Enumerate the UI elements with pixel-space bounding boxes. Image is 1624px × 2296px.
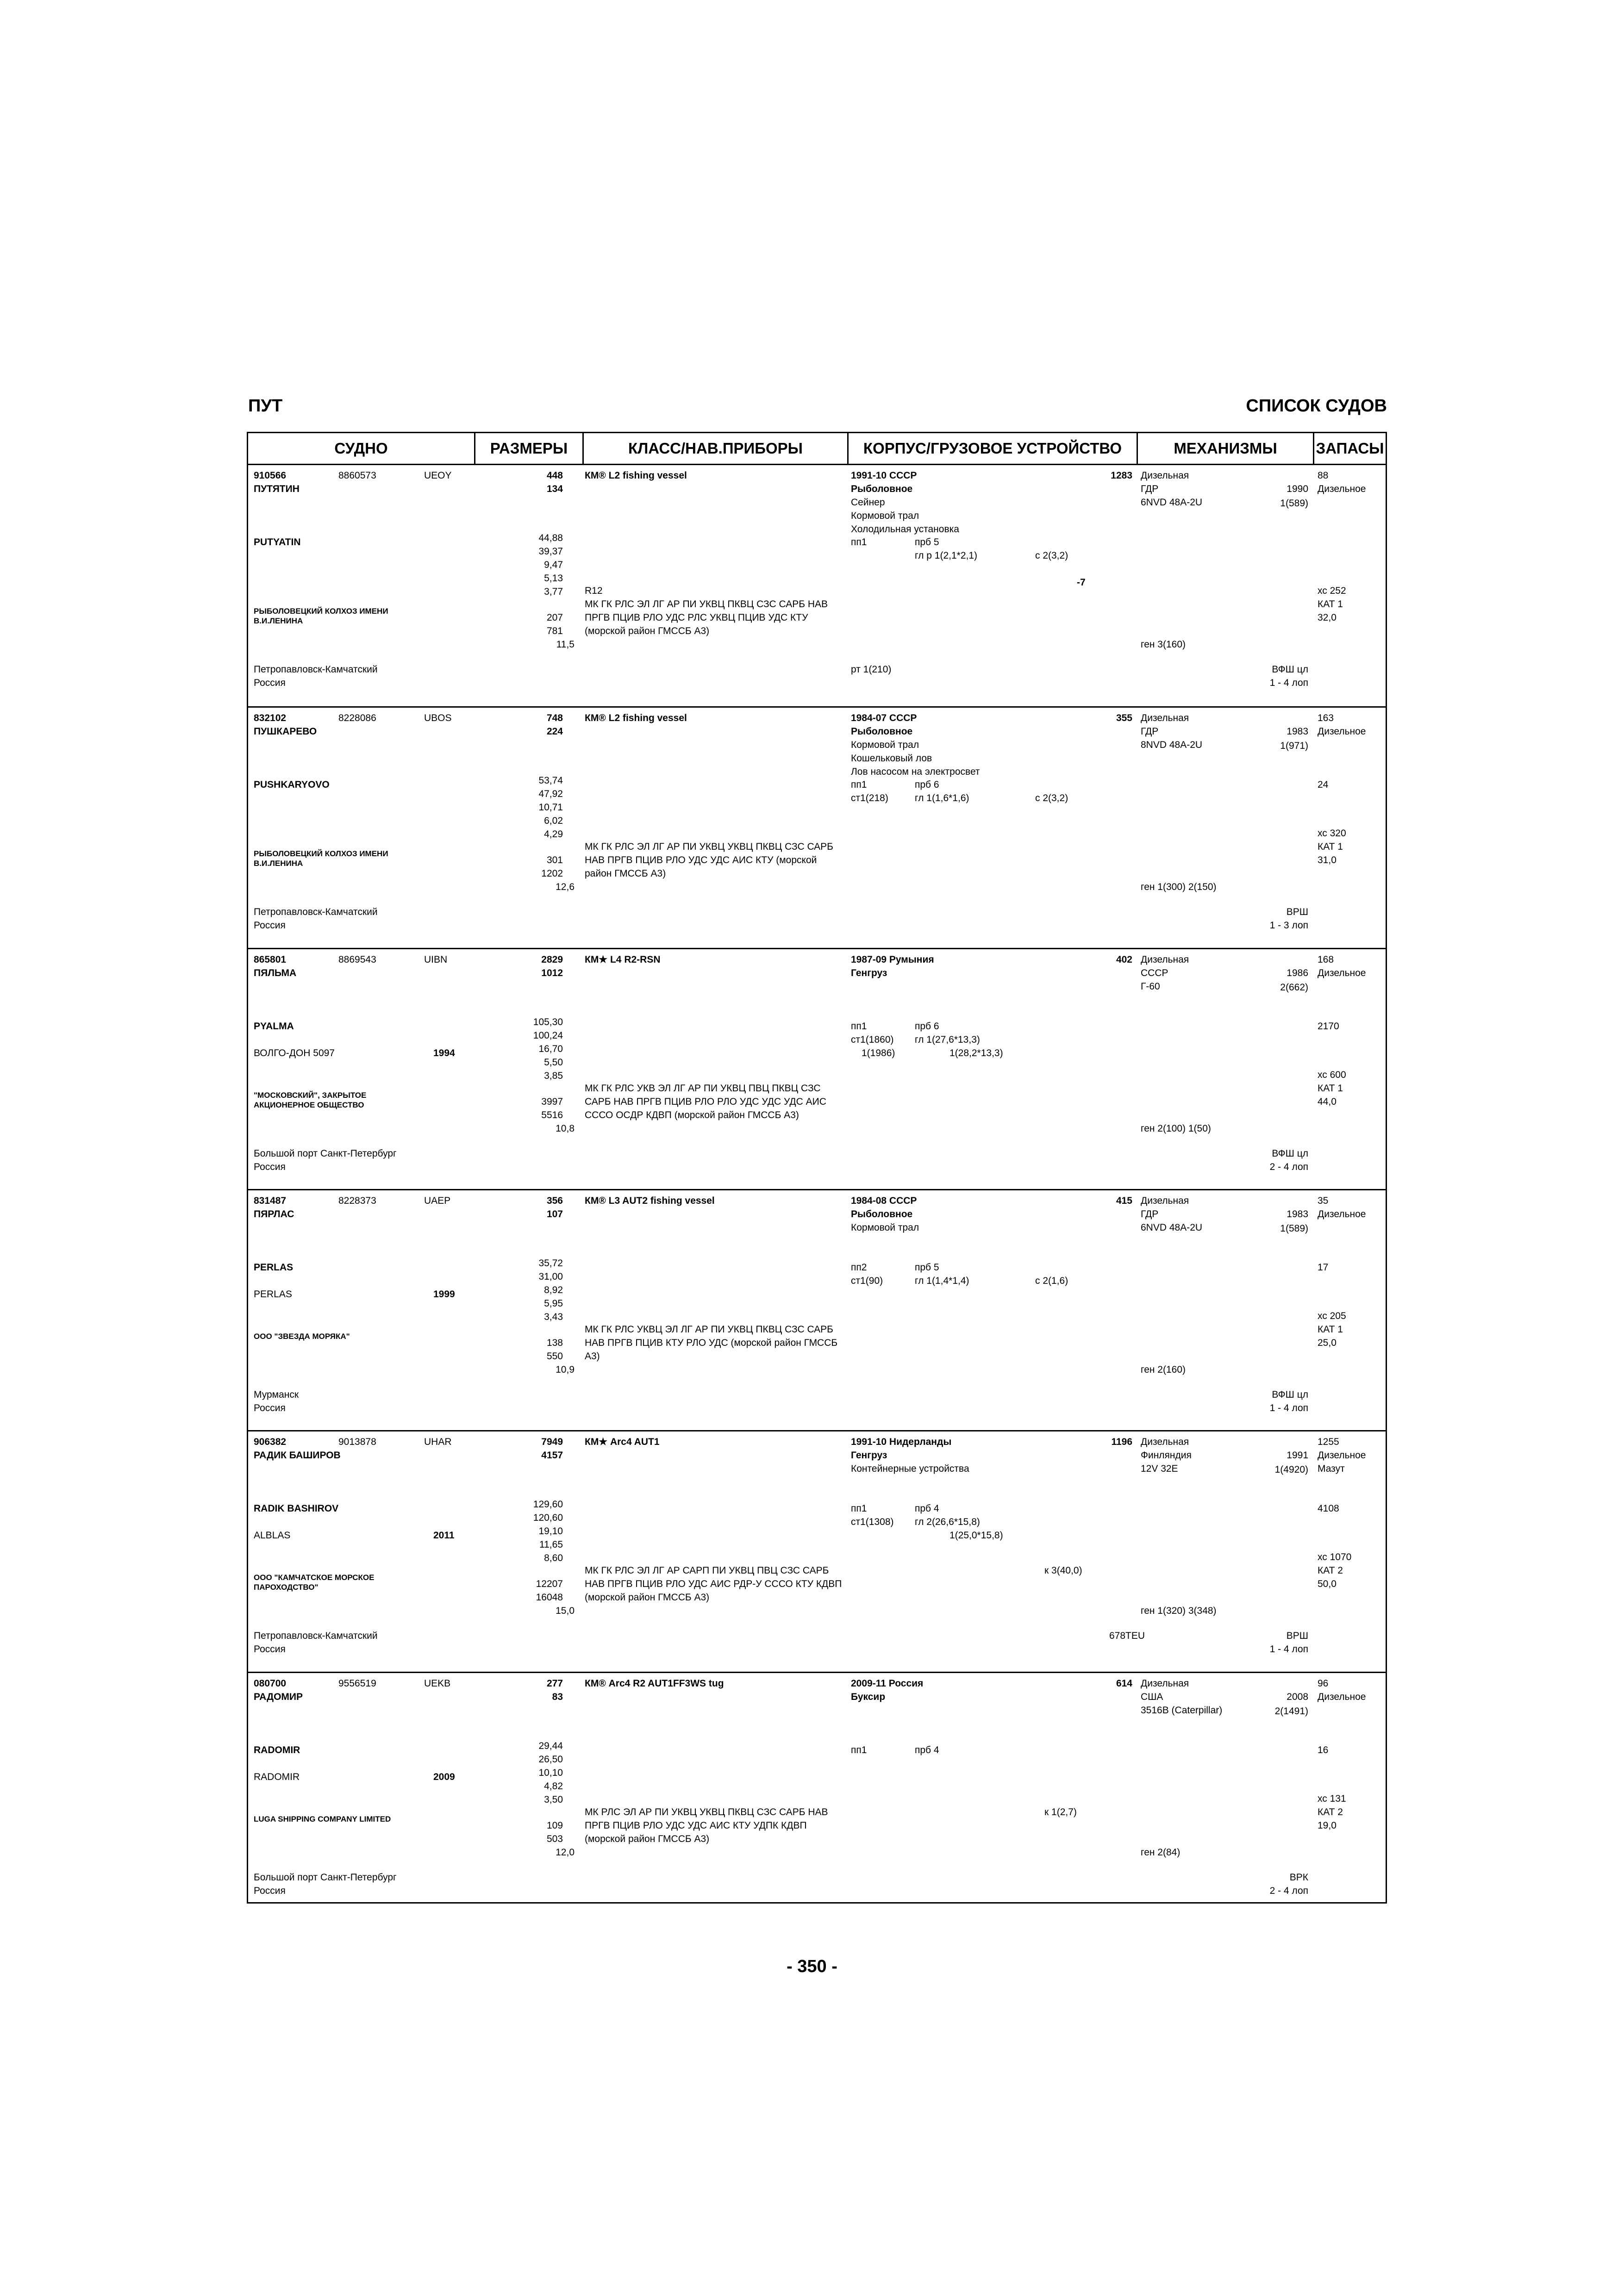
vessel-name-latin: RADOMIR — [254, 1745, 300, 1755]
build-number: 402 — [1116, 954, 1132, 965]
displacement: 550 — [546, 1351, 563, 1362]
water-supply: 4108 — [1318, 1503, 1339, 1514]
home-port: Петропавловск-Камчатский — [254, 1630, 378, 1641]
bulkheads: прб 4 — [915, 1745, 939, 1755]
speed-knots: 12,0 — [556, 1847, 575, 1858]
col-header-vessel: СУДНО — [334, 440, 388, 457]
engine-model: Г-60 — [1141, 981, 1160, 992]
engine-country: ГДР — [1141, 1209, 1159, 1220]
propeller-blades: 2 - 4 лоп — [1269, 1162, 1308, 1172]
engine-country: СССР — [1141, 968, 1168, 978]
speed-knots: 10,8 — [556, 1123, 575, 1134]
engine-country: США — [1141, 1692, 1163, 1702]
generators: ген 2(100) 1(50) — [1141, 1123, 1211, 1134]
holds-2: 1(1986) — [862, 1048, 895, 1058]
owner: "МОСКОВСКИЙ", ЗАКРЫТОЕ АКЦИОНЕРНОЕ ОБЩЕСТВО — [254, 1091, 367, 1109]
propeller-blades: 1 - 4 лоп — [1269, 678, 1308, 688]
propeller: ВФШ цл — [1272, 664, 1308, 675]
bulkheads: прб 6 — [915, 1021, 939, 1032]
vessel-record — [248, 1430, 1386, 1673]
propeller-blades: 1 - 4 лоп — [1269, 1644, 1308, 1655]
imo-number: 9013878 — [338, 1437, 376, 1447]
home-port: Большой порт Санкт-Петербург — [254, 1148, 397, 1159]
call-sign: UBOS — [424, 713, 452, 723]
vessel-name: ПУШКАРЕВО — [254, 726, 317, 737]
propeller-blades: 1 - 3 лоп — [1269, 920, 1308, 931]
build-number: 415 — [1116, 1195, 1132, 1206]
home-port: Большой порт Санкт-Петербург — [254, 1872, 397, 1883]
build-number: 355 — [1116, 713, 1132, 723]
hatches: гл 1(27,6*13,3) — [915, 1034, 980, 1045]
engine-year: 1991 — [1287, 1450, 1308, 1461]
dimension-value: 129,60 — [533, 1499, 563, 1510]
fuel-type: Дизельное — [1318, 1692, 1366, 1702]
dimension-value: 5,50 — [544, 1057, 563, 1068]
holds: ст1(1308) — [851, 1517, 894, 1527]
dimension-value: 35,72 — [538, 1258, 563, 1269]
decks: пп1 — [851, 779, 867, 790]
dimension-value: 105,30 — [533, 1017, 563, 1027]
holds: ст1(1860) — [851, 1034, 894, 1045]
former-name-year: 2009 — [433, 1772, 455, 1782]
fuel-amount: 163 — [1318, 713, 1334, 723]
engine-power: 2(662) — [1280, 982, 1308, 993]
hatches-2: 1(28,2*13,3) — [949, 1048, 1003, 1058]
autonomy: хс 205 — [1318, 1311, 1346, 1321]
home-port: Мурманск — [254, 1389, 299, 1400]
cranes: с 2(3,2) — [1035, 793, 1068, 803]
gross-tonnage: 748 — [546, 713, 563, 723]
former-name: ALBLAS — [254, 1530, 291, 1541]
former-name-year: 2011 — [433, 1530, 455, 1541]
dimension-value: 29,44 — [538, 1741, 563, 1751]
build-info: 1991-10 СССР — [851, 470, 917, 481]
displacement: 5516 — [541, 1110, 563, 1120]
col-header-class: КЛАСС/НАВ.ПРИБОРЫ — [628, 440, 803, 457]
vessel-type: Рыболовное — [851, 1209, 913, 1220]
speed-knots: 12,6 — [556, 882, 575, 892]
build-number: 1283 — [1111, 470, 1132, 481]
hull-feature: Кормовой трал — [851, 510, 919, 521]
build-number: 1196 — [1111, 1437, 1132, 1447]
engine-year: 1983 — [1287, 1209, 1308, 1220]
category: КАТ 1 — [1318, 599, 1343, 610]
engine-power: 1(4920) — [1274, 1464, 1308, 1475]
hull-feature: Лов насосом на электросвет — [851, 766, 980, 777]
engine-model: 3516B (Caterpillar) — [1141, 1705, 1223, 1716]
engine-year: 1983 — [1287, 726, 1308, 737]
col-header-machinery: МЕХАНИЗМЫ — [1174, 440, 1277, 457]
engine-country: Финляндия — [1141, 1450, 1192, 1461]
call-sign: UHAR — [424, 1437, 452, 1447]
water-supply: 24 — [1318, 779, 1329, 790]
dimension-value: 47,92 — [538, 789, 563, 799]
hull-note: -7 — [1077, 577, 1086, 588]
vessel-name: ПУТЯТИН — [254, 484, 300, 494]
decks: пп1 — [851, 1503, 867, 1514]
imo-number: 8869543 — [338, 954, 376, 965]
home-port: Петропавловск-Камчатский — [254, 664, 378, 675]
owner: ООО "ЗВЕЗДА МОРЯКА" — [254, 1332, 350, 1341]
call-sign: UIBN — [424, 954, 448, 965]
call-sign: UAEP — [424, 1195, 451, 1206]
dimension-value: 3,43 — [544, 1312, 563, 1322]
dimension-value: 26,50 — [538, 1754, 563, 1765]
decks: пп2 — [851, 1262, 867, 1273]
dimension-value: 44,88 — [538, 533, 563, 543]
category: КАТ 2 — [1318, 1807, 1343, 1817]
water-supply: 16 — [1318, 1745, 1329, 1755]
decks: пп1 — [851, 1021, 867, 1032]
engine-country: ГДР — [1141, 726, 1159, 737]
imo-number: 8860573 — [338, 470, 376, 481]
gross-tonnage: 356 — [546, 1195, 563, 1206]
dimension-value: 9,47 — [544, 560, 563, 570]
vessel-type: Рыболовное — [851, 484, 913, 494]
former-name: RADOMIR — [254, 1772, 300, 1782]
engine-type: Дизельная — [1141, 1437, 1189, 1447]
cargo-gear: к 1(2,7) — [1044, 1807, 1077, 1817]
propeller-blades: 2 - 4 лоп — [1269, 1885, 1308, 1896]
gross-tonnage: 7949 — [541, 1437, 563, 1447]
decks: пп1 — [851, 537, 867, 548]
engine-type: Дизельная — [1141, 1678, 1189, 1689]
reg-number: 906382 — [254, 1437, 287, 1447]
engine-year: 1990 — [1287, 484, 1308, 494]
bulkheads: прб 4 — [915, 1503, 939, 1514]
deadweight: 12207 — [536, 1579, 563, 1589]
vessel-record — [248, 1189, 1386, 1431]
engine-type: Дизельная — [1141, 713, 1189, 723]
vessel-name: ПЯРЛАС — [254, 1209, 294, 1220]
net-tonnage: 4157 — [541, 1450, 563, 1461]
vessel-record — [248, 706, 1386, 949]
header-right: СПИСОК СУДОВ — [1246, 396, 1387, 416]
dimension-value: 4,82 — [544, 1781, 563, 1792]
former-name: ВОЛГО-ДОН 5097 — [254, 1048, 335, 1058]
bulkheads: прб 5 — [915, 1262, 939, 1273]
hull-feature: Сейнер — [851, 497, 885, 508]
fuel-type-2: Мазут — [1318, 1463, 1345, 1474]
net-tonnage: 1012 — [541, 968, 563, 978]
displacement: 503 — [546, 1834, 563, 1844]
engine-power: 1(971) — [1280, 740, 1308, 751]
reg-number: 910566 — [254, 470, 287, 481]
column-headers — [248, 433, 1386, 465]
reg-number: 865801 — [254, 954, 287, 965]
class-notation: КМ® L2 fishing vessel — [585, 470, 687, 481]
imo-number: 8228373 — [338, 1195, 376, 1206]
owner: ООО "КАМЧАТСКОЕ МОРСКОЕ ПАРОХОДСТВО" — [254, 1573, 375, 1592]
generators: ген 1(300) 2(150) — [1141, 882, 1217, 892]
home-port: Петропавловск-Камчатский — [254, 907, 378, 917]
dimension-value: 19,10 — [538, 1526, 563, 1537]
engine-model: 12V 32E — [1141, 1463, 1178, 1474]
gear-row: рт 1(210) — [851, 664, 892, 675]
hatches-2: 1(25,0*15,8) — [949, 1530, 1003, 1541]
hull-feature: Кошельковый лов — [851, 753, 932, 764]
propeller: ВРШ — [1286, 1630, 1308, 1641]
bulkheads: прб 6 — [915, 779, 939, 790]
imo-number: 8228086 — [338, 713, 376, 723]
build-info: 1984-08 СССР — [851, 1195, 917, 1206]
cranes: с 2(3,2) — [1035, 550, 1068, 561]
build-info: 2009-11 Россия — [851, 1678, 924, 1689]
dimension-value: 3,85 — [544, 1070, 563, 1081]
speed-knots: 11,5 — [556, 639, 575, 650]
flag-country: Россия — [254, 678, 286, 688]
water-supply: 17 — [1318, 1262, 1329, 1273]
nav-equipment: МК ГК РЛС УКВЦ ЭЛ ЛГ АР ПИ УКВЦ ПКВЦ СЗС САРБ НАВ ПРГВ ПЦИВ КТУ РЛО УДС (морской район ГМССБ А3) — [585, 1324, 838, 1362]
col-header-hull: КОРПУС/ГРУЗОВОЕ УСТРОЙСТВО — [863, 440, 1122, 457]
vessel-name: РАДОМИР — [254, 1692, 303, 1702]
deadweight: 301 — [546, 855, 563, 865]
dimension-value: 10,10 — [538, 1767, 563, 1778]
vessel-type: Рыболовное — [851, 726, 913, 737]
former-name-year: 1994 — [433, 1048, 455, 1058]
holds: ст1(218) — [851, 793, 888, 803]
dimension-value: 10,71 — [538, 802, 563, 813]
gross-tonnage: 448 — [546, 470, 563, 481]
fuel-type: Дизельное — [1318, 726, 1366, 737]
vessel-record — [248, 1672, 1386, 1914]
reg-number: 080700 — [254, 1678, 287, 1689]
water-supply: 2170 — [1318, 1021, 1339, 1032]
header-left: ПУТ — [248, 396, 283, 416]
vessel-name-latin: PUSHKARYOVO — [254, 779, 330, 790]
vessel-type: Генгруз — [851, 1450, 887, 1461]
hatches: гл р 1(2,1*2,1) — [915, 550, 978, 561]
former-name: PERLAS — [254, 1289, 292, 1300]
col-header-dimensions: РАЗМЕРЫ — [490, 440, 568, 457]
build-number: 614 — [1116, 1678, 1132, 1689]
supply-value: 31,0 — [1318, 855, 1337, 865]
vessel-name-latin: RADIK BASHIROV — [254, 1503, 339, 1514]
engine-model: 6NVD 48A-2U — [1141, 1222, 1203, 1233]
bulkheads: прб 5 — [915, 537, 939, 548]
hull-feature: Холодильная установка — [851, 524, 959, 535]
nav-equipment: МК РЛС ЭЛ АР ПИ УКВЦ УКВЦ ПКВЦ СЗС САРБ НАВ ПРГВ ПЦИВ РЛО УДС УДС АИС КТУ УДПК КДВП (морской район ГМССБ А3) — [585, 1807, 828, 1844]
vessel-name-latin: PERLAS — [254, 1262, 294, 1273]
engine-power: 1(589) — [1280, 1223, 1308, 1234]
fuel-type: Дизельное — [1318, 1450, 1366, 1461]
net-tonnage: 134 — [546, 484, 563, 494]
fuel-type: Дизельное — [1318, 1209, 1366, 1220]
supply-value: 32,0 — [1318, 612, 1337, 623]
category: КАТ 1 — [1318, 841, 1343, 852]
flag-country: Россия — [254, 1885, 286, 1896]
nav-equipment: МК ГК РЛС УКВ ЭЛ ЛГ АР ПИ УКВЦ ПВЦ ПКВЦ СЗС САРБ НАВ ПРГВ ПЦИВ РЛО РЛО УДС УДС УДС АИС СССО ОСДР КДВП (морской район ГМССБ А3) — [585, 1083, 826, 1120]
net-tonnage: 224 — [546, 726, 563, 737]
vessel-name: ПЯЛЬМА — [254, 968, 297, 978]
fuel-type: Дизельное — [1318, 484, 1366, 494]
dimension-value: 120,60 — [533, 1512, 563, 1523]
build-info: 1991-10 Нидерланды — [851, 1437, 952, 1447]
dimension-value: 5,95 — [544, 1298, 563, 1309]
engine-type: Дизельная — [1141, 954, 1189, 965]
vessel-record — [248, 948, 1386, 1190]
fuel-amount: 88 — [1318, 470, 1329, 481]
dimension-value: 100,24 — [533, 1030, 563, 1041]
displacement: 781 — [546, 626, 563, 636]
build-info: 1984-07 СССР — [851, 713, 917, 723]
speed-knots: 10,9 — [556, 1364, 575, 1375]
flag-country: Россия — [254, 1403, 286, 1413]
propeller: ВРШ — [1286, 907, 1308, 917]
net-tonnage: 83 — [552, 1692, 563, 1702]
category: КАТ 2 — [1318, 1565, 1343, 1576]
call-sign: UEKB — [424, 1678, 451, 1689]
fuel-amount: 168 — [1318, 954, 1334, 965]
autonomy: хс 1070 — [1318, 1552, 1352, 1562]
autonomy: хс 252 — [1318, 585, 1346, 596]
owner: LUGA SHIPPING COMPANY LIMITED — [254, 1815, 391, 1823]
build-info: 1987-09 Румыния — [851, 954, 934, 965]
engine-power: 1(589) — [1280, 498, 1308, 509]
owner: РЫБОЛОВЕЦКИЙ КОЛХОЗ ИМЕНИ В.И.ЛЕНИНА — [254, 849, 388, 868]
fuel-type: Дизельное — [1318, 968, 1366, 978]
dimension-value: 16,70 — [538, 1044, 563, 1054]
autonomy: хс 131 — [1318, 1793, 1346, 1804]
category: КАТ 1 — [1318, 1324, 1343, 1335]
class-notation: КМ® L2 fishing vessel — [585, 713, 687, 723]
hatches: гл 1(1,4*1,4) — [915, 1276, 969, 1286]
speed-knots: 15,0 — [556, 1605, 575, 1616]
propeller-blades: 1 - 4 лоп — [1269, 1403, 1308, 1413]
propeller: ВФШ цл — [1272, 1389, 1308, 1400]
supply-value: 50,0 — [1318, 1579, 1337, 1589]
engine-model: 8NVD 48A-2U — [1141, 740, 1203, 750]
fuel-amount: 1255 — [1318, 1437, 1339, 1447]
cranes: с 2(1,6) — [1035, 1276, 1068, 1286]
col-header-supplies: ЗАПАСЫ — [1316, 440, 1384, 457]
cargo-gear: к 3(40,0) — [1044, 1565, 1082, 1576]
supply-value: 19,0 — [1318, 1820, 1337, 1831]
vessel-type: Генгруз — [851, 968, 887, 978]
nav-equipment: МК ГК РЛС ЭЛ ЛГ АР ПИ УКВЦ ПКВЦ СЗС САРБ НАВ ПРГВ ПЦИВ РЛО УДС РЛС УКВЦ ПЦИВ УДС КТУ (морской район ГМССБ А3) — [585, 599, 828, 636]
flag-country: Россия — [254, 1644, 286, 1655]
hull-feature: Кормовой трал — [851, 740, 919, 750]
dimension-value: 39,37 — [538, 546, 563, 557]
dimension-value: 11,65 — [539, 1539, 563, 1550]
page-number: - 350 - — [787, 1957, 837, 1976]
engine-type: Дизельная — [1141, 470, 1189, 481]
class-notation: КМ® L3 AUT2 fishing vessel — [585, 1195, 715, 1206]
dimension-value: 5,13 — [544, 573, 563, 584]
class-notation: КМ® Arc4 R2 AUT1FF3WS tug — [585, 1678, 724, 1689]
propeller: ВФШ цл — [1272, 1148, 1308, 1159]
call-sign: UEOY — [424, 470, 452, 481]
nav-equipment: МК ГК РЛС ЭЛ ЛГ АР ПИ УКВЦ УКВЦ ПКВЦ СЗС САРБ НАВ ПРГВ ПЦИВ РЛО УДС УДС АИС КТУ (морской район ГМССБ А3) — [585, 841, 833, 879]
dimension-value: 8,92 — [544, 1285, 563, 1295]
generators: ген 2(84) — [1141, 1847, 1181, 1858]
autonomy: хс 320 — [1318, 828, 1346, 839]
engine-year: 1986 — [1287, 968, 1308, 978]
reg-number: 831487 — [254, 1195, 287, 1206]
vessel-name-latin: PYALMA — [254, 1021, 294, 1032]
hatches: гл 1(1,6*1,6) — [915, 793, 969, 803]
class-notation: КМ★ L4 R2-RSN — [585, 954, 661, 965]
holds: ст1(90) — [851, 1276, 883, 1286]
engine-country: ГДР — [1141, 484, 1159, 494]
engine-year: 2008 — [1287, 1692, 1308, 1702]
engine-model: 6NVD 48A-2U — [1141, 497, 1203, 508]
displacement: 16048 — [536, 1592, 563, 1603]
hatches: гл 2(26,6*15,8) — [915, 1517, 980, 1527]
vessel-name-latin: PUTYATIN — [254, 537, 301, 548]
decks: пп1 — [851, 1745, 867, 1755]
dimension-value: 53,74 — [538, 775, 563, 786]
supply-value: 44,0 — [1318, 1096, 1337, 1107]
engine-power: 2(1491) — [1274, 1706, 1308, 1717]
displacement: 1202 — [541, 868, 563, 879]
imo-number: 9556519 — [338, 1678, 376, 1689]
dimension-value: 6,02 — [544, 815, 563, 826]
dimension-value: 4,29 — [544, 829, 563, 840]
vessel-name: РАДИК БАШИРОВ — [254, 1450, 341, 1461]
generators: ген 1(320) 3(348) — [1141, 1605, 1217, 1616]
former-name-year: 1999 — [433, 1289, 455, 1300]
supply-value: 25,0 — [1318, 1338, 1337, 1348]
reg-number: 832102 — [254, 713, 287, 723]
flag-country: Россия — [254, 920, 286, 931]
dimension-value: 31,00 — [538, 1271, 563, 1282]
deadweight: 109 — [546, 1820, 563, 1831]
dimension-value: 3,77 — [544, 586, 563, 597]
deadweight: 138 — [546, 1338, 563, 1348]
ship-table — [247, 432, 1387, 1904]
gross-tonnage: 277 — [546, 1678, 563, 1689]
hull-feature: Кормовой трал — [851, 1222, 919, 1233]
class-notation: КМ★ Arc4 AUT1 — [585, 1437, 660, 1447]
engine-type: Дизельная — [1141, 1195, 1189, 1206]
propeller: ВРК — [1289, 1872, 1308, 1883]
dimension-value: 8,60 — [544, 1553, 563, 1563]
owner: РЫБОЛОВЕЦКИЙ КОЛХОЗ ИМЕНИ В.И.ЛЕНИНА — [254, 607, 388, 625]
category: КАТ 1 — [1318, 1083, 1343, 1094]
fuel-amount: 35 — [1318, 1195, 1329, 1206]
dimension-value: 3,50 — [544, 1794, 563, 1805]
vessel-record — [248, 465, 1386, 706]
nav-code: R12 — [585, 585, 603, 596]
generators: ген 3(160) — [1141, 639, 1186, 650]
net-tonnage: 107 — [546, 1209, 563, 1220]
generators: ген 2(160) — [1141, 1364, 1186, 1375]
gross-tonnage: 2829 — [541, 954, 563, 965]
hull-feature: Контейнерные устройства — [851, 1463, 969, 1474]
deadweight: 3997 — [541, 1096, 563, 1107]
autonomy: хс 600 — [1318, 1070, 1346, 1080]
deadweight: 207 — [546, 612, 563, 623]
fuel-amount: 96 — [1318, 1678, 1329, 1689]
flag-country: Россия — [254, 1162, 286, 1172]
vessel-type: Буксир — [851, 1692, 886, 1702]
nav-equipment: МК ГК РЛС ЭЛ ЛГ АР САРП ПИ УКВЦ ПВЦ СЗС САРБ НАВ ПРГВ ПЦИВ РЛО УДС АИС РДР-У СССО КТУ КДВП (морской район ГМССБ А3) — [585, 1565, 842, 1603]
container-capacity: 678TEU — [1109, 1630, 1145, 1641]
